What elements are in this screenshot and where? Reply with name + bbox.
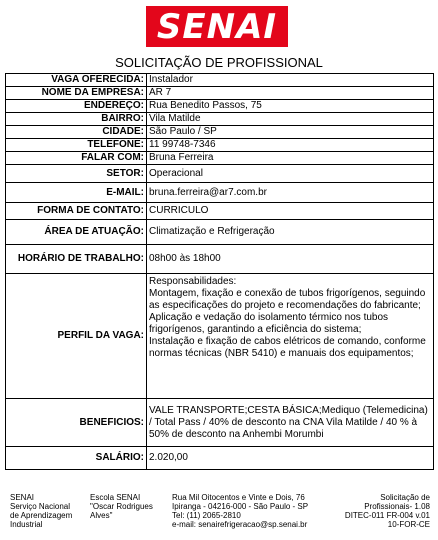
footer-line: Rua Mil Oitocentos e Vinte e Dois, 76	[172, 493, 305, 502]
field-value: AR 7	[147, 87, 434, 100]
field-label: TELEFONE:	[6, 139, 147, 152]
form-row	[6, 447, 434, 470]
footer-line: Escola SENAI	[90, 493, 141, 502]
form-row	[6, 399, 434, 447]
form-row	[6, 220, 434, 245]
logo-text: SENAI	[156, 6, 278, 47]
footer-line: 10-FOR-CE	[387, 520, 430, 529]
perfil-heading: Responsabilidades:	[149, 276, 237, 287]
field-label: SETOR:	[6, 165, 147, 183]
footer-line: Alves"	[90, 511, 113, 520]
form-row	[6, 139, 434, 152]
field-value: Rua Benedito Passos, 75	[147, 100, 434, 113]
form-row	[6, 87, 434, 100]
field-label: HORÁRIO DE TRABALHO:	[6, 245, 147, 274]
field-label: VAGA OFERECIDA:	[6, 74, 147, 87]
field-label: CIDADE:	[6, 126, 147, 139]
field-value: 08h00 às 18h00	[147, 245, 434, 274]
field-label: BENEFICIOS:	[6, 399, 147, 447]
field-value: bruna.ferreira@ar7.com.br	[147, 183, 434, 203]
field-label: FORMA DE CONTATO:	[6, 203, 147, 220]
field-value: 2.020,00	[147, 447, 434, 470]
perfil-value	[147, 274, 434, 399]
form-row	[6, 152, 434, 165]
field-label: E-MAIL:	[6, 183, 147, 203]
field-label: BAIRRO:	[6, 113, 147, 126]
form-row	[6, 165, 434, 183]
perfil-item: Aplicação e vedação do isolamento térmico nos tubos frigorígenos, garantindo a eficiência do sistema;	[149, 312, 389, 335]
request-form-table	[5, 73, 434, 470]
field-value: 11 99748-7346	[147, 139, 434, 152]
footer-senai	[10, 493, 72, 529]
form-row	[6, 126, 434, 139]
form-row	[6, 183, 434, 203]
field-value: São Paulo / SP	[147, 126, 434, 139]
footer-school	[90, 493, 153, 520]
footer-line: SENAI	[10, 493, 35, 502]
perfil-item: Instalação e fixação de cabos elétricos de comando, conforme normas técnicas (NBR 5410) e manuais dos equipamentos;	[149, 336, 426, 359]
footer-line: de Aprendizagem	[10, 511, 73, 520]
footer-line: Tel: (11) 2065-2810	[172, 511, 241, 520]
footer-doc-code	[345, 493, 430, 529]
footer-line: Solicitação de	[380, 493, 430, 502]
page-title: SOLICITAÇÃO DE PROFISSIONAL	[115, 55, 323, 70]
footer	[0, 493, 438, 540]
perfil-item: Montagem, fixação e conexão de tubos frigorígenos, seguindo as especificações do projeto e recomendações do fabricante;	[149, 288, 426, 311]
field-label: PERFIL DA VAGA:	[6, 274, 147, 399]
field-label: ÁREA DE ATUAÇÃO:	[6, 220, 147, 245]
field-value: CURRICULO	[147, 203, 434, 220]
form-row	[6, 113, 434, 126]
footer-line: Profissionais- 1.08	[364, 502, 430, 511]
footer-line: e-mail: senairefrigeracao@sp.senai.br	[172, 520, 308, 529]
form-row	[6, 203, 434, 220]
footer-address	[172, 493, 308, 529]
form-row	[6, 245, 434, 274]
field-value: Vila Matilde	[147, 113, 434, 126]
field-value: Climatização e Refrigeração	[147, 220, 434, 245]
footer-line: DITEC-011 FR-004 v.01	[344, 511, 430, 520]
field-label: NOME DA EMPRESA:	[6, 87, 147, 100]
field-label: ENDEREÇO:	[6, 100, 147, 113]
field-value: Instalador	[147, 74, 434, 87]
footer-line: Ipiranga - 04216-000 - São Paulo - SP	[172, 502, 309, 511]
footer-line: "Oscar Rodrigues	[90, 502, 153, 511]
footer-line: Serviço Nacional	[10, 502, 71, 511]
form-row	[6, 74, 434, 87]
form-row	[6, 100, 434, 113]
field-value: VALE TRANSPORTE;CESTA BÁSICA;Mediquo (Telemedicina) / Total Pass / 40% de desconto na CNA Vila Matilde / 40 % à 50% de desconto na Anhembi Morumbi	[147, 399, 434, 447]
field-value: Operacional	[147, 165, 434, 183]
perfil-row	[6, 274, 434, 399]
field-label: FALAR COM:	[6, 152, 147, 165]
field-value: Bruna Ferreira	[147, 152, 434, 165]
field-label: SALÁRIO:	[6, 447, 147, 470]
footer-line: Industrial	[10, 520, 43, 529]
senai-logo	[146, 6, 288, 47]
